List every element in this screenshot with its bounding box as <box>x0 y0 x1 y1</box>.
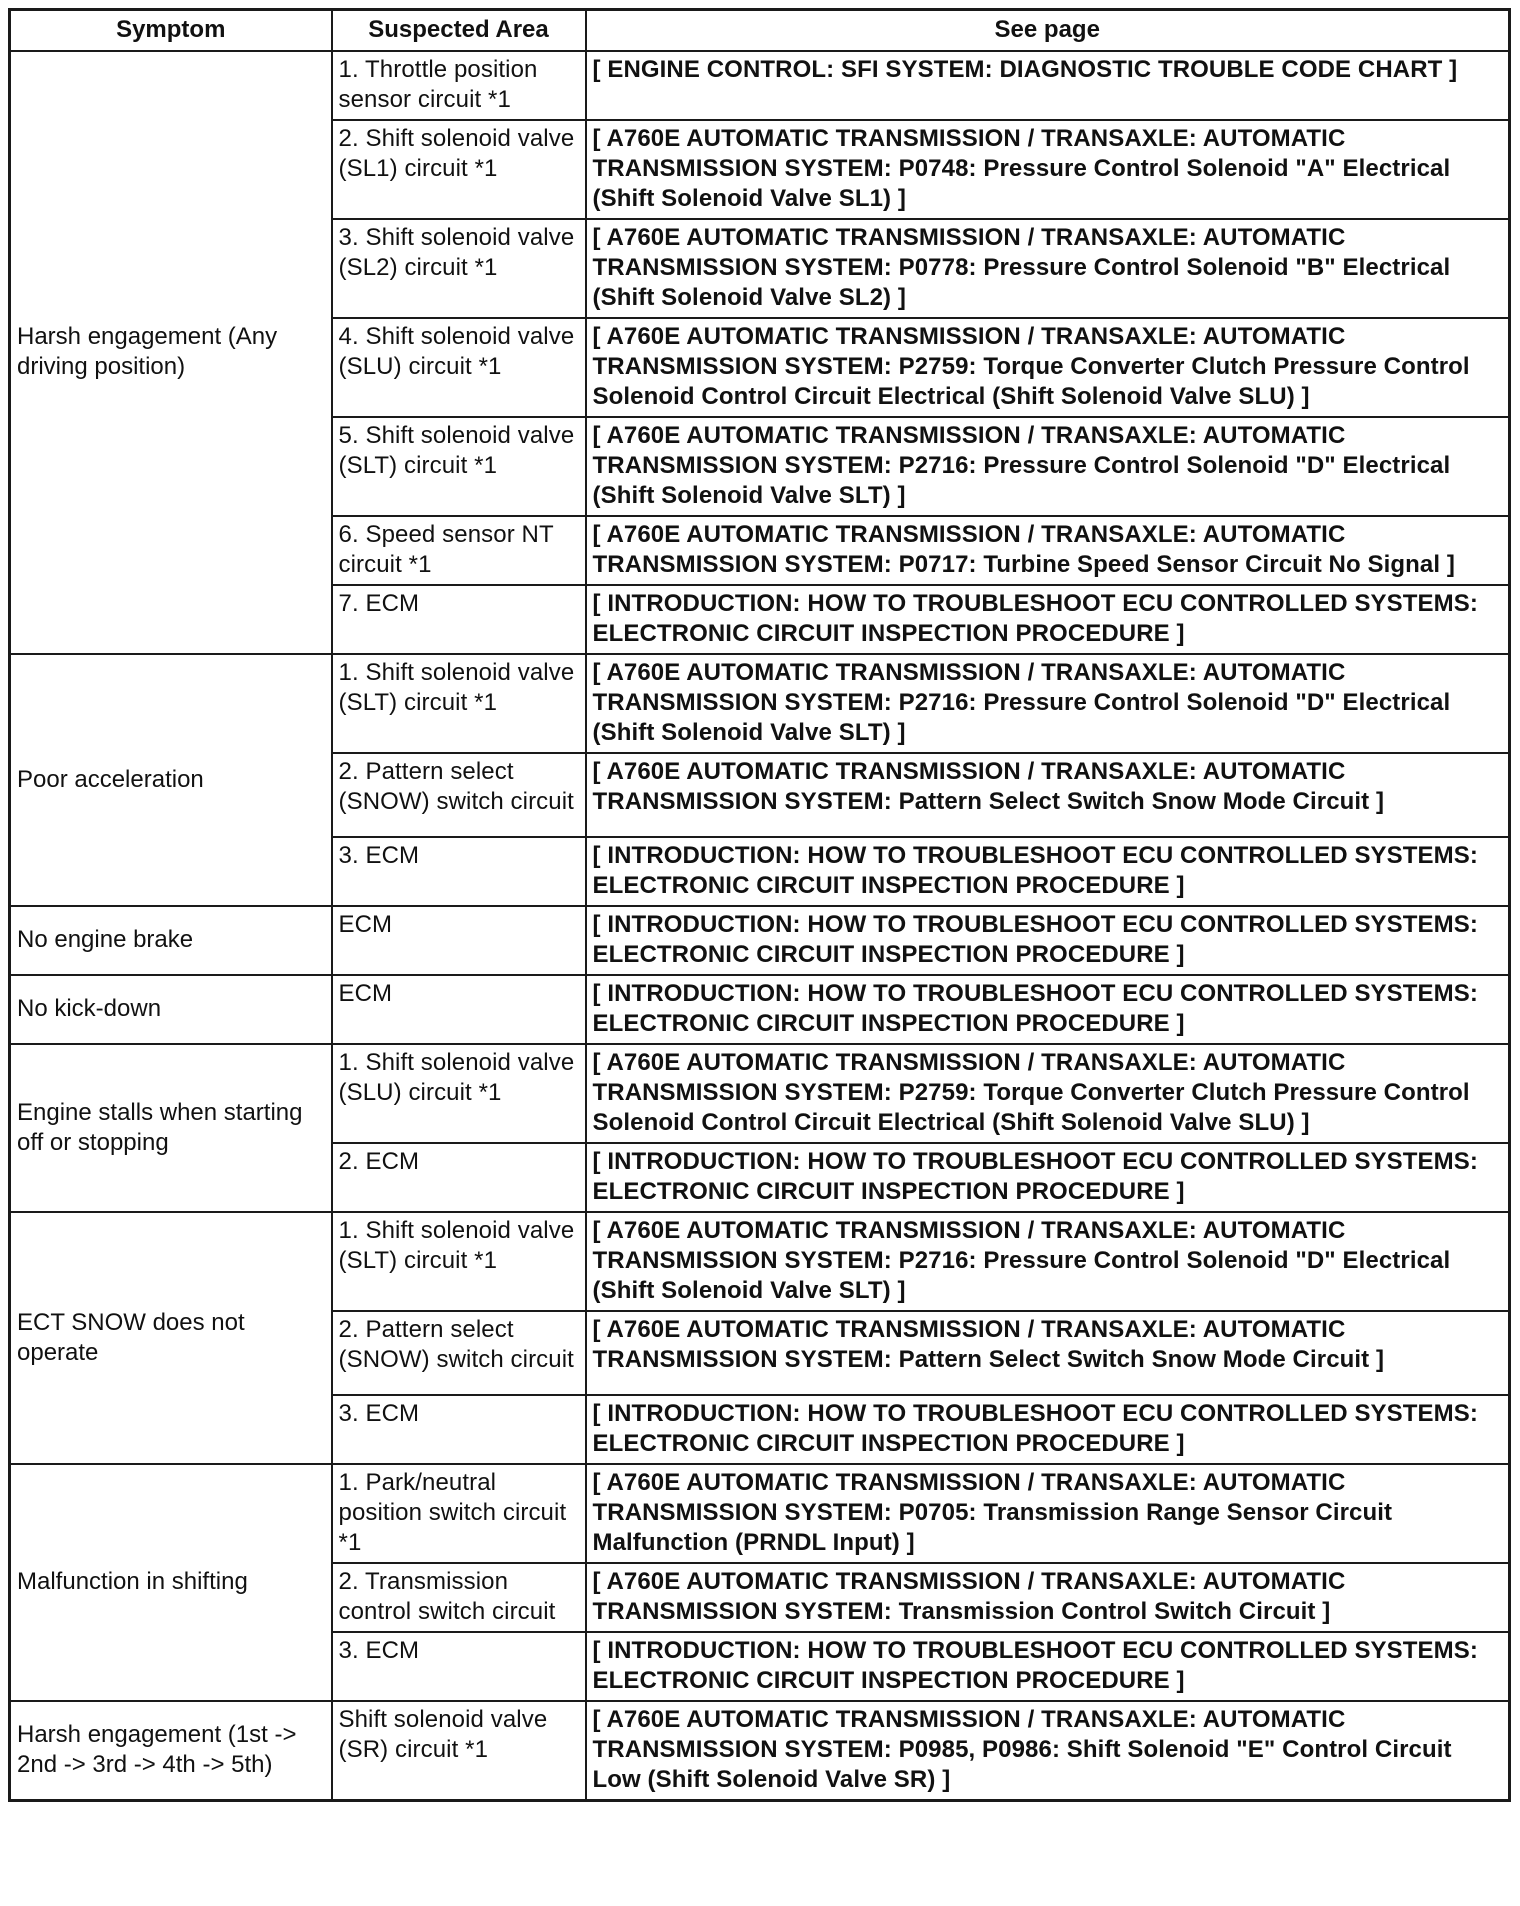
table-row <box>10 906 1510 975</box>
see-page-reference-link[interactable]: [ A760E AUTOMATIC TRANSMISSION / TRANSAXLE: AUTOMATIC TRANSMISSION SYSTEM: P0748: Pressure Control Solenoid "A" Electrical (Shift Solenoid Valve SL1) ] <box>586 120 1510 219</box>
see-page-reference-link[interactable]: [ INTRODUCTION: HOW TO TROUBLESHOOT ECU CONTROLLED SYSTEMS: ELECTRONIC CIRCUIT INSPECTION PROCEDURE ] <box>586 1632 1510 1701</box>
see-page-reference-link[interactable]: [ INTRODUCTION: HOW TO TROUBLESHOOT ECU CONTROLLED SYSTEMS: ELECTRONIC CIRCUIT INSPECTION PROCEDURE ] <box>586 585 1510 654</box>
see-page-reference-link[interactable]: [ A760E AUTOMATIC TRANSMISSION / TRANSAXLE: AUTOMATIC TRANSMISSION SYSTEM: P0778: Pressure Control Solenoid "B" Electrical (Shift Solenoid Valve SL2) ] <box>586 219 1510 318</box>
symptom-cell: Malfunction in shifting <box>10 1464 332 1701</box>
header-symptom: Symptom <box>10 10 332 52</box>
see-page-reference-link[interactable]: [ ENGINE CONTROL: SFI SYSTEM: DIAGNOSTIC TROUBLE CODE CHART ] <box>586 51 1510 120</box>
table-row <box>10 51 1510 120</box>
suspected-area-cell: ECM <box>332 906 586 975</box>
symptom-cell: Poor acceleration <box>10 654 332 906</box>
suspected-area-cell: 2. ECM <box>332 1143 586 1212</box>
suspected-area-cell: 4. Shift solenoid valve (SLU) circuit *1 <box>332 318 586 417</box>
see-page-reference-link[interactable]: [ A760E AUTOMATIC TRANSMISSION / TRANSAXLE: AUTOMATIC TRANSMISSION SYSTEM: P2716: Pressure Control Solenoid "D" Electrical (Shift Solenoid Valve SLT) ] <box>586 1212 1510 1311</box>
suspected-area-cell: 2. Shift solenoid valve (SL1) circuit *1 <box>332 120 586 219</box>
see-page-reference-link[interactable]: [ A760E AUTOMATIC TRANSMISSION / TRANSAXLE: AUTOMATIC TRANSMISSION SYSTEM: P2716: Pressure Control Solenoid "D" Electrical (Shift Solenoid Valve SLT) ] <box>586 654 1510 753</box>
suspected-area-cell: 2. Pattern select (SNOW) switch circuit <box>332 1311 586 1395</box>
see-page-reference-link[interactable]: [ INTRODUCTION: HOW TO TROUBLESHOOT ECU CONTROLLED SYSTEMS: ELECTRONIC CIRCUIT INSPECTION PROCEDURE ] <box>586 1395 1510 1464</box>
suspected-area-cell: Shift solenoid valve (SR) circuit *1 <box>332 1701 586 1801</box>
suspected-area-cell: 2. Transmission control switch circuit <box>332 1563 586 1632</box>
table-row <box>10 1464 1510 1563</box>
suspected-area-cell: 3. ECM <box>332 837 586 906</box>
table-row <box>10 654 1510 753</box>
suspected-area-cell: 1. Shift solenoid valve (SLU) circuit *1 <box>332 1044 586 1143</box>
suspected-area-cell: 1. Shift solenoid valve (SLT) circuit *1 <box>332 1212 586 1311</box>
suspected-area-cell: 5. Shift solenoid valve (SLT) circuit *1 <box>332 417 586 516</box>
suspected-area-cell: ECM <box>332 975 586 1044</box>
see-page-reference-link[interactable]: [ A760E AUTOMATIC TRANSMISSION / TRANSAXLE: AUTOMATIC TRANSMISSION SYSTEM: Pattern Select Switch Snow Mode Circuit ] <box>586 1311 1510 1395</box>
see-page-reference-link[interactable]: [ INTRODUCTION: HOW TO TROUBLESHOOT ECU CONTROLLED SYSTEMS: ELECTRONIC CIRCUIT INSPECTION PROCEDURE ] <box>586 906 1510 975</box>
symptom-cell: No kick-down <box>10 975 332 1044</box>
suspected-area-cell: 1. Throttle position sensor circuit *1 <box>332 51 586 120</box>
symptom-cell: ECT SNOW does not operate <box>10 1212 332 1464</box>
table-row <box>10 1701 1510 1801</box>
header-see-page: See page <box>586 10 1510 52</box>
suspected-area-cell: 1. Park/neutral position switch circuit *1 <box>332 1464 586 1563</box>
troubleshooting-table <box>8 8 1511 1802</box>
suspected-area-cell: 2. Pattern select (SNOW) switch circuit <box>332 753 586 837</box>
suspected-area-cell: 3. ECM <box>332 1395 586 1464</box>
see-page-reference-link[interactable]: [ A760E AUTOMATIC TRANSMISSION / TRANSAXLE: AUTOMATIC TRANSMISSION SYSTEM: P0717: Turbine Speed Sensor Circuit No Signal ] <box>586 516 1510 585</box>
see-page-reference-link[interactable]: [ A760E AUTOMATIC TRANSMISSION / TRANSAXLE: AUTOMATIC TRANSMISSION SYSTEM: P2759: Torque Converter Clutch Pressure Control Solenoid Control Circuit Electrical (Shift Solenoid Valve SLU) ] <box>586 1044 1510 1143</box>
table-row <box>10 1212 1510 1311</box>
table-header-row <box>10 10 1510 52</box>
symptom-cell: No engine brake <box>10 906 332 975</box>
see-page-reference-link[interactable]: [ A760E AUTOMATIC TRANSMISSION / TRANSAXLE: AUTOMATIC TRANSMISSION SYSTEM: P2716: Pressure Control Solenoid "D" Electrical (Shift Solenoid Valve SLT) ] <box>586 417 1510 516</box>
see-page-reference-link[interactable]: [ INTRODUCTION: HOW TO TROUBLESHOOT ECU CONTROLLED SYSTEMS: ELECTRONIC CIRCUIT INSPECTION PROCEDURE ] <box>586 1143 1510 1212</box>
see-page-reference-link[interactable]: [ INTRODUCTION: HOW TO TROUBLESHOOT ECU CONTROLLED SYSTEMS: ELECTRONIC CIRCUIT INSPECTION PROCEDURE ] <box>586 837 1510 906</box>
table-row <box>10 1044 1510 1143</box>
suspected-area-cell: 6. Speed sensor NT circuit *1 <box>332 516 586 585</box>
suspected-area-cell: 1. Shift solenoid valve (SLT) circuit *1 <box>332 654 586 753</box>
header-suspected-area: Suspected Area <box>332 10 586 52</box>
suspected-area-cell: 7. ECM <box>332 585 586 654</box>
suspected-area-cell: 3. ECM <box>332 1632 586 1701</box>
see-page-reference-link[interactable]: [ A760E AUTOMATIC TRANSMISSION / TRANSAXLE: AUTOMATIC TRANSMISSION SYSTEM: P2759: Torque Converter Clutch Pressure Control Solenoid Control Circuit Electrical (Shift Solenoid Valve SLU) ] <box>586 318 1510 417</box>
symptom-cell: Engine stalls when starting off or stopping <box>10 1044 332 1212</box>
see-page-reference-link[interactable]: [ A760E AUTOMATIC TRANSMISSION / TRANSAXLE: AUTOMATIC TRANSMISSION SYSTEM: P0985, P0986: Shift Solenoid "E" Control Circuit Low (Shift Solenoid Valve SR) ] <box>586 1701 1510 1801</box>
see-page-reference-link[interactable]: [ INTRODUCTION: HOW TO TROUBLESHOOT ECU CONTROLLED SYSTEMS: ELECTRONIC CIRCUIT INSPECTION PROCEDURE ] <box>586 975 1510 1044</box>
symptom-cell: Harsh engagement (Any driving position) <box>10 51 332 654</box>
see-page-reference-link[interactable]: [ A760E AUTOMATIC TRANSMISSION / TRANSAXLE: AUTOMATIC TRANSMISSION SYSTEM: Pattern Select Switch Snow Mode Circuit ] <box>586 753 1510 837</box>
symptom-cell: Harsh engagement (1st -> 2nd -> 3rd -> 4th -> 5th) <box>10 1701 332 1801</box>
table-row <box>10 975 1510 1044</box>
see-page-reference-link[interactable]: [ A760E AUTOMATIC TRANSMISSION / TRANSAXLE: AUTOMATIC TRANSMISSION SYSTEM: P0705: Transmission Range Sensor Circuit Malfunction (PRNDL Input) ] <box>586 1464 1510 1563</box>
document-page <box>8 8 1508 1802</box>
see-page-reference-link[interactable]: [ A760E AUTOMATIC TRANSMISSION / TRANSAXLE: AUTOMATIC TRANSMISSION SYSTEM: Transmission Control Switch Circuit ] <box>586 1563 1510 1632</box>
table-body <box>10 51 1510 1801</box>
suspected-area-cell: 3. Shift solenoid valve (SL2) circuit *1 <box>332 219 586 318</box>
